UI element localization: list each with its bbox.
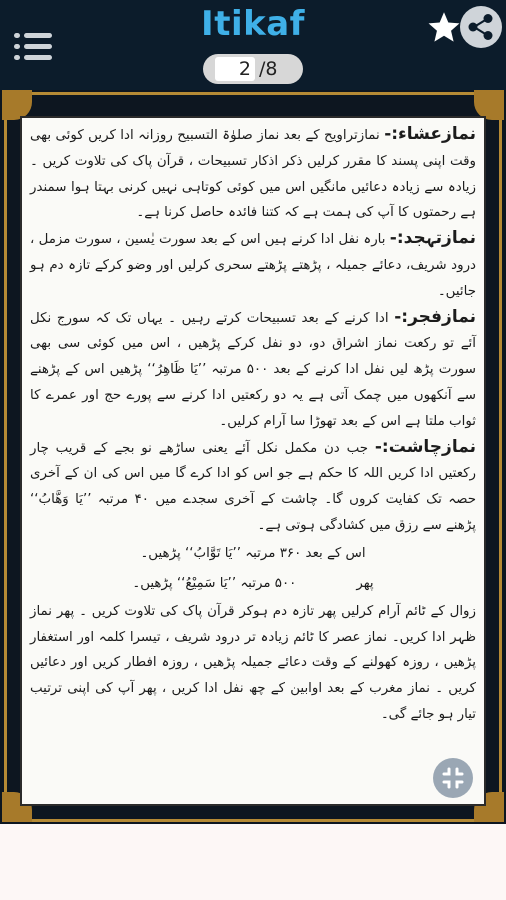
section-fajr xyxy=(30,305,476,435)
app-header xyxy=(0,0,506,90)
instruction-count: ۵۰۰ مرتبہ ’’یَا سَمِیْعُ‘‘ پڑھیں۔ xyxy=(132,575,297,591)
section-text: ادا کرنے کے بعد تسبیحات کرتے رہیں ۔ یہاں تک کہ سورج نکل آئے تو رکعت نماز اشراق دو، دو نفل کرکے پڑھیں ، اس میں کوئی سی بھی سورت پڑھ لیں نفل ادا کرنے کے بعد ۵۰۰ مرتبہ ’’یَا ظَاھِرُ‘‘ پڑھیں اس کے پڑھنے سے آنکھوں میں چمک آتی ہے یہ دو رکعتیں ادا کرنے سے پورے حج اور عمرے کا ثواب ملتا ہے اس کے بعد تھوڑا سا آرام کرلیں۔ xyxy=(30,310,476,429)
closing-paragraph: زوال کے ٹائم آرام کرلیں پھر تازہ دم ہوکر قرآن پاک کی تلاوت کریں ۔ پھر نماز ظہر ادا کریں۔ نماز عصر کا ٹائم زیادہ تر درود شریف ، تیسرا کلمہ اور استغفار پڑھیں ، روزہ کھولنے کے وقت دعائے جمیلہ پڑھیں ، روزہ افطار کریں اور دعائیں کریں ۔ نماز مغرب کے بعد اوابین کے چھ نفل ادا کریں ، پھر آپ کی اپنی ترتیب تیار ہو جائے گی۔ xyxy=(30,603,476,722)
favorite-button[interactable] xyxy=(426,10,462,46)
section-heading: نمازچاشت:- xyxy=(374,436,476,457)
menu-icon-line xyxy=(24,44,52,49)
section-text: نمازتراویح کے بعد نماز صلوٰۃ التسبیح روزانہ ادا کریں کوئی بھی وقت اپنی پسند کا مقرر کرلیں ذکر اذکار تسبیحات ، قرآن پاک کی تلاوت کریں ۔ زیادہ سے زیادہ دعائیں مانگیں اس میں کوئی کوتاہی نہیں کرنی بہتا ہوا سمندر ہے رحمتوں کا آپ کی ہمت ہے کہ کتنا فائدہ حاصل کرنا ہے۔ xyxy=(30,128,476,221)
app-title: Itikaf xyxy=(201,4,305,44)
page-navigator xyxy=(203,54,303,84)
bottom-blank-area xyxy=(0,824,506,900)
section-text: جب دن مکمل نکل آئے یعنی ساڑھے نو بجے کے قریب چار رکعتیں ادا کریں اللہ کا حکم ہے جو اس کو ادا کرے گا میں اس کی ان کے آخری حصہ تک کفایت کروں گا۔ چاشت کے آخری سجدے میں ۴۰ مرتبہ ’’یَا وَھَّابُ‘‘ پڑھنے سے رزق میں کشادگی ہوتی ہے۔ xyxy=(30,440,476,533)
star-icon xyxy=(426,10,462,46)
menu-icon-line xyxy=(24,55,52,60)
book-page xyxy=(20,116,486,806)
section-isha xyxy=(30,122,476,226)
section-heading: نمازعشاء:- xyxy=(384,124,476,144)
fullscreen-exit-icon xyxy=(433,758,473,798)
share-button[interactable] xyxy=(460,6,502,48)
section-heading: نمازتہجد:- xyxy=(389,228,476,249)
section-heading: نمازفجر:- xyxy=(394,306,476,327)
menu-icon-dot xyxy=(14,44,20,49)
instruction-then: پھر xyxy=(356,575,374,591)
fullscreen-button[interactable] xyxy=(433,758,473,798)
instruction-line xyxy=(30,569,476,599)
section-tahajjud xyxy=(30,226,476,304)
section-text: بارہ نفل ادا کرنے ہیں اس کے بعد سورت یٰسین ، سورت مزمل ، درود شریف، دعائے جمیلہ ، پڑھتے پڑھتے سحری کرلیں اور وضو کرکے تازہ دم ہو جائیں۔ xyxy=(30,232,476,299)
share-icon xyxy=(460,6,502,48)
section-chasht xyxy=(30,435,476,539)
page-total-label: /8 xyxy=(259,58,278,80)
instruction-line: اس کے بعد ۳۶۰ مرتبہ ’’یَا تَوَّابُ‘‘ پڑھیں۔ xyxy=(140,545,366,561)
page-number-input[interactable]: 2 xyxy=(215,57,255,81)
menu-icon-dot xyxy=(14,55,20,60)
